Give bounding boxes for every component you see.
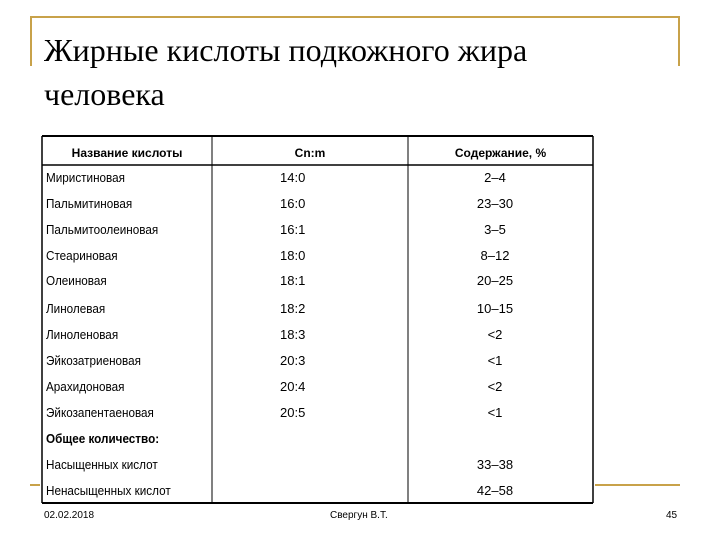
footer-author: Свергун В.Т. bbox=[330, 510, 388, 521]
cnm-cell: 16:1 bbox=[280, 222, 306, 237]
table-row bbox=[40, 427, 595, 452]
acid-name-cell: Ненасыщенных кислот bbox=[46, 483, 171, 498]
cnm-cell: 20:3 bbox=[280, 353, 306, 368]
header-acid-name: Название кислоты bbox=[71, 146, 183, 160]
content-cell: 10–15 bbox=[476, 301, 514, 316]
content-cell: <1 bbox=[487, 405, 503, 420]
content-cell: 42–58 bbox=[476, 483, 514, 498]
table-row bbox=[40, 166, 595, 191]
acid-name-cell: Общее количество: bbox=[46, 431, 160, 446]
cnm-cell: 16:0 bbox=[280, 196, 306, 211]
cnm-cell: 18:1 bbox=[280, 273, 306, 288]
content-cell: 2–4 bbox=[484, 170, 506, 185]
table-row bbox=[40, 401, 595, 426]
cnm-cell: 18:2 bbox=[280, 301, 306, 316]
acid-name-cell: Эйкозатриеновая bbox=[46, 353, 141, 368]
acid-name-cell: Линолевая bbox=[46, 301, 106, 316]
footer-date: 02.02.2018 bbox=[44, 510, 95, 521]
acid-name-cell: Стеариновая bbox=[46, 248, 118, 263]
acid-name-cell: Линоленовая bbox=[46, 327, 119, 342]
table-row bbox=[40, 453, 595, 478]
table-row bbox=[40, 297, 595, 322]
content-cell: <1 bbox=[487, 353, 503, 368]
cnm-cell: 14:0 bbox=[280, 170, 306, 185]
acid-name-cell: Олеиновая bbox=[46, 273, 107, 288]
cnm-cell: 18:3 bbox=[280, 327, 306, 342]
table-row bbox=[40, 349, 595, 374]
table-row bbox=[40, 192, 595, 217]
content-cell: 20–25 bbox=[476, 273, 514, 288]
table-row bbox=[40, 323, 595, 348]
table-row bbox=[40, 218, 595, 243]
footer-page-number: 45 bbox=[666, 510, 678, 521]
table-row bbox=[40, 375, 595, 400]
content-cell: <2 bbox=[487, 379, 503, 394]
header-content: Содержание, % bbox=[454, 146, 547, 160]
acid-name-cell: Эйкозапентаеновая bbox=[46, 405, 154, 420]
content-cell: 23–30 bbox=[476, 196, 514, 211]
cnm-cell: 20:5 bbox=[280, 405, 306, 420]
content-cell: 8–12 bbox=[480, 248, 510, 263]
frame-top-line bbox=[30, 16, 680, 18]
table-row bbox=[40, 244, 595, 269]
content-cell: <2 bbox=[487, 327, 503, 342]
table-row bbox=[40, 269, 595, 294]
acid-name-cell: Насыщенных кислот bbox=[46, 457, 158, 472]
cnm-cell: 18:0 bbox=[280, 248, 306, 263]
content-cell: 3–5 bbox=[484, 222, 506, 237]
acid-name-cell: Арахидоновая bbox=[46, 379, 125, 394]
table-row bbox=[40, 479, 595, 504]
frame-right-line bbox=[678, 16, 680, 66]
content-cell: 33–38 bbox=[476, 457, 514, 472]
acid-name-cell: Пальмитиновая bbox=[46, 196, 133, 211]
frame-left-line bbox=[30, 16, 32, 66]
header-cnm: Cn:m bbox=[294, 146, 326, 160]
acid-name-cell: Пальмитоолеиновая bbox=[46, 222, 159, 237]
cnm-cell: 20:4 bbox=[280, 379, 306, 394]
slide-title: Жирные кислоты подкожного жира человека bbox=[44, 32, 528, 112]
acid-name-cell: Миристиновая bbox=[46, 170, 125, 185]
